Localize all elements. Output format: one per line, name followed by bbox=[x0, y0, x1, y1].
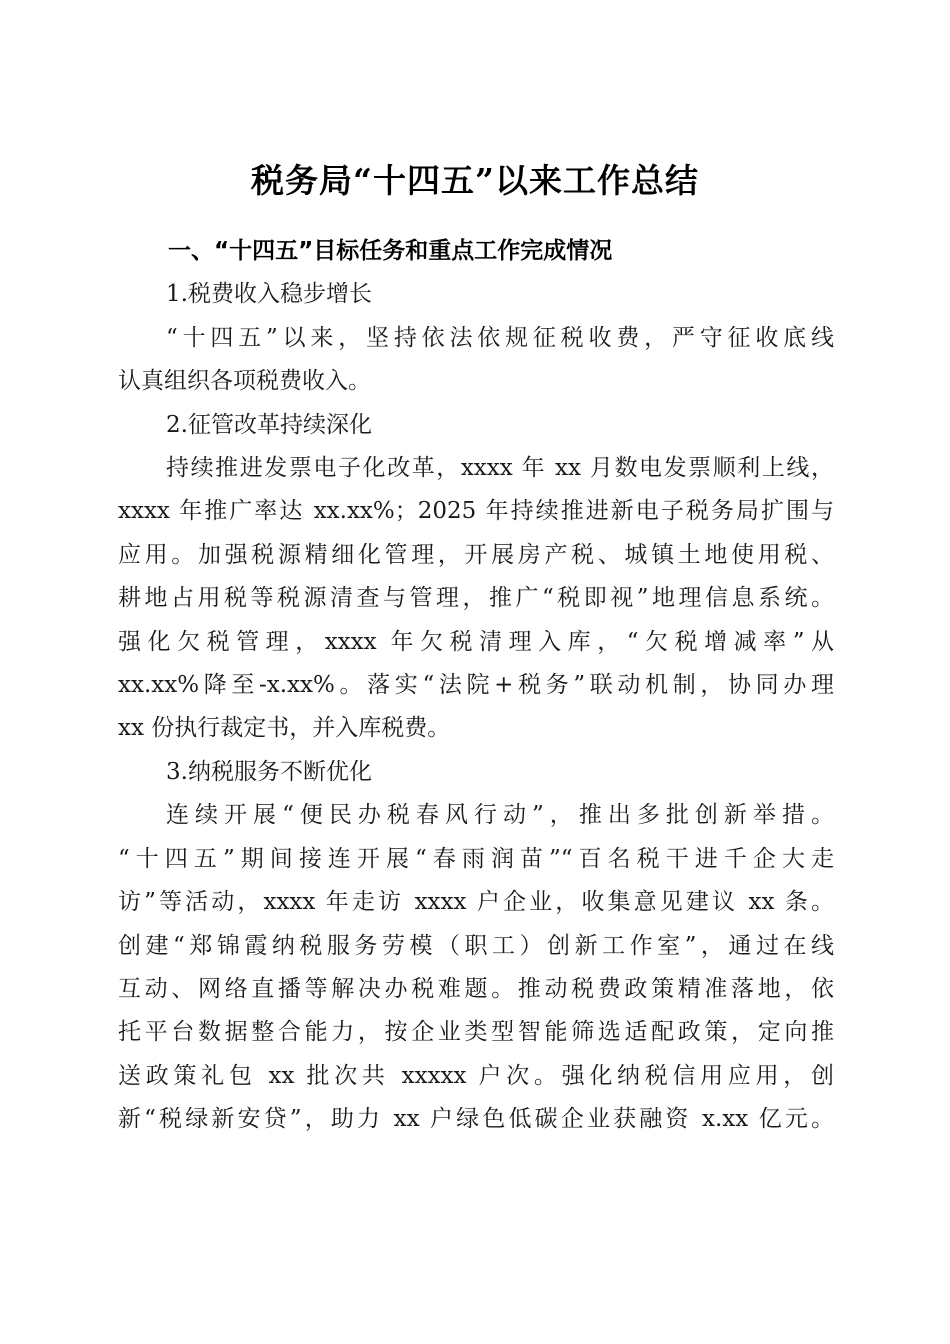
paragraph-line: 访”等活动，xxxx 年走访 xxxx 户企业，收集意见建议 xx 条。 bbox=[118, 889, 834, 916]
paragraph-line: 应用。加强税源精细化管理，开展房产税、城镇土地使用税、 bbox=[118, 541, 834, 568]
paragraph-line: xx.xx%降至-x.xx%。落实“法院+税务”联动机制，协同办理 bbox=[118, 672, 834, 699]
document-body bbox=[118, 230, 834, 1142]
paragraph-line: 耕地占用税等税源清查与管理，推广“税即视”地理信息系统。 bbox=[118, 585, 834, 612]
paragraph-line: 连续开展“便民办税春风行动”，推出多批创新举措。 bbox=[166, 802, 834, 829]
paragraph-line: “十四五”期间接连开展“春雨润苗”“百名税干进千企大走 bbox=[118, 845, 834, 872]
document-title: 税务局“十四五”以来工作总结 bbox=[251, 161, 699, 201]
paragraph-line: 认真组织各项税费收入。 bbox=[118, 368, 371, 395]
subsection-heading-service: 3.纳税服务不断优化 bbox=[166, 758, 372, 785]
paragraph-line: xx 份执行裁定书，并入库税费。 bbox=[118, 715, 451, 742]
paragraph-line: “十四五”以来，坚持依法依规征税收费，严守征收底线 bbox=[166, 324, 834, 351]
subsection-heading-revenue: 1.税费收入稳步增长 bbox=[166, 281, 372, 308]
paragraph-line: 新“税绿新安贷”，助力 xx 户绿色低碳企业获融资 x.xx 亿元。 bbox=[118, 1106, 834, 1133]
paragraph-line: 持续推进发票电子化改革，xxxx 年 xx 月数电发票顺利上线， bbox=[166, 455, 834, 482]
subsection-heading-reform: 2.征管改革持续深化 bbox=[166, 411, 372, 438]
section-heading-1: 一、“十四五”目标任务和重点工作完成情况 bbox=[168, 238, 613, 264]
paragraph-revenue bbox=[118, 317, 834, 404]
paragraph-line: 托平台数据整合能力，按企业类型智能筛选适配政策，定向推 bbox=[118, 1019, 834, 1046]
paragraph-line: 送政策礼包 xx 批次共 xxxxx 户次。强化纳税信用应用，创 bbox=[118, 1062, 834, 1089]
paragraph-reform bbox=[118, 447, 834, 751]
paragraph-line: 创建“郑锦霞纳税服务劳模（职工）创新工作室”，通过在线 bbox=[118, 932, 834, 959]
paragraph-line: 强化欠税管理，xxxx 年欠税清理入库，“欠税增减率”从 bbox=[118, 628, 834, 655]
paragraph-line: 互动、网络直播等解决办税难题。推动税费政策精准落地，依 bbox=[118, 975, 834, 1002]
paragraph-line: xxxx 年推广率达 xx.xx%；2025 年持续推进新电子税务局扩围与 bbox=[118, 498, 834, 525]
paragraph-service bbox=[118, 794, 834, 1141]
